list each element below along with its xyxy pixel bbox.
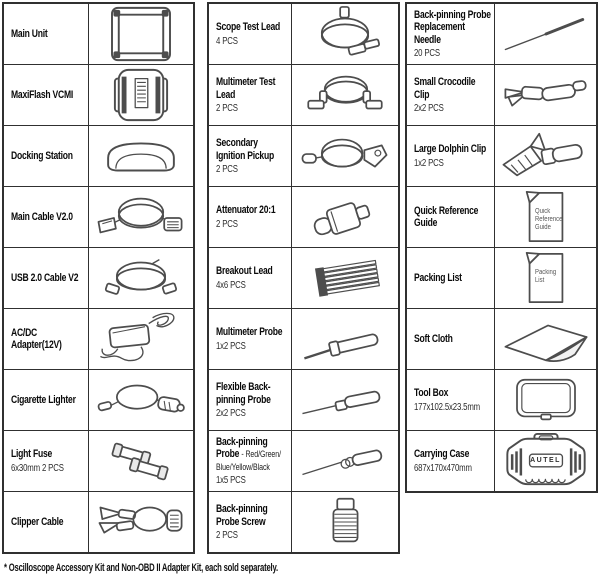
table-row <box>407 370 596 431</box>
item-label-cell <box>209 65 292 125</box>
item-quantity: 6x30mm 2 PCS <box>11 462 64 474</box>
item-illustration-cell <box>89 187 193 247</box>
item-illustration-cell <box>495 4 596 64</box>
item-illustration-cell <box>292 187 398 247</box>
attenuator-icon <box>295 188 395 246</box>
table-row <box>407 248 596 309</box>
item-label-cell <box>407 126 495 186</box>
item-name: Docking Station <box>11 149 73 162</box>
item-quantity: 4 PCS <box>216 35 238 47</box>
item-illustration-cell <box>292 65 398 125</box>
item-label-cell <box>209 370 292 430</box>
item-illustration-cell <box>89 126 193 186</box>
main-cable-icon <box>91 188 191 246</box>
table-row <box>407 187 596 248</box>
item-illustration-cell <box>292 248 398 308</box>
item-name: Back-pinning Probe Replacement Needle <box>414 8 491 46</box>
item-illustration-cell <box>495 431 596 491</box>
table-row <box>407 309 596 370</box>
item-label-cell <box>4 187 89 247</box>
table-row <box>4 65 193 126</box>
table-row <box>209 4 398 65</box>
item-quantity: 1x2 PCS <box>414 157 444 169</box>
table-row <box>407 126 596 187</box>
item-illustration-cell <box>292 309 398 369</box>
battery-clamp-cable-icon <box>91 493 191 551</box>
item-label-cell <box>209 431 292 491</box>
item-name: Breakout Lead <box>216 265 273 278</box>
breakout-lead-icon <box>295 249 395 307</box>
item-label-cell <box>209 126 292 186</box>
item-name: Multimeter Test Lead <box>216 76 276 101</box>
docking-station-icon <box>91 127 191 185</box>
item-name: Secondary Ignition Pickup <box>216 137 274 162</box>
item-name: Light Fuse <box>11 448 53 461</box>
flexible-probe-icon <box>295 371 395 429</box>
item-name: Back-pinning Probe Screw <box>216 503 268 528</box>
table-row <box>407 431 596 491</box>
item-name: Attenuator 20:1 <box>216 204 276 217</box>
multimeter-test-lead-icon <box>295 66 395 124</box>
brand-label: AUTEL <box>530 457 561 465</box>
table-row <box>4 126 193 187</box>
item-variant: - Red/Green/ Blue/Yellow/Black <box>216 449 281 472</box>
table-row <box>209 65 398 126</box>
item-illustration-cell <box>495 126 596 186</box>
fuse-icon <box>91 432 191 490</box>
item-name: Multimeter Probe <box>216 326 283 339</box>
cigarette-lighter-icon <box>91 371 191 429</box>
item-name: Back-pinning Probe <box>216 435 268 461</box>
item-label-cell <box>4 309 89 369</box>
item-label-cell <box>4 431 89 491</box>
table-row <box>407 4 596 65</box>
crocodile-clip-icon <box>496 66 596 124</box>
table-row <box>209 492 398 552</box>
item-label-cell <box>209 309 292 369</box>
item-quantity: 177x102.5x23.5mm <box>414 401 481 413</box>
doc-page-text: Quick Reference Guide <box>535 208 563 232</box>
item-quantity: 2x2 PCS <box>414 102 444 114</box>
item-illustration-cell <box>292 126 398 186</box>
accessory-table-1 <box>2 2 195 554</box>
item-name: MaxiFlash VCMI <box>11 88 74 101</box>
item-illustration-cell <box>292 492 398 552</box>
item-name: Small Crocodile Clip <box>414 76 476 101</box>
table-row <box>4 4 193 65</box>
needle-icon <box>496 5 596 63</box>
item-label-cell <box>4 126 89 186</box>
item-name: Carrying Case <box>414 448 470 461</box>
item-name: Cigarette Lighter <box>11 393 76 406</box>
item-label-cell <box>407 309 495 369</box>
table-row <box>4 370 193 431</box>
doc-page-text: Packing List <box>535 269 557 285</box>
item-illustration-cell <box>89 492 193 552</box>
table-row <box>209 309 398 370</box>
table-row <box>4 492 193 552</box>
power-adapter-icon <box>91 310 191 368</box>
item-name: Tool Box <box>414 387 449 400</box>
item-quantity: 2 PCS <box>216 163 238 175</box>
item-name: Soft Cloth <box>414 332 453 345</box>
item-name: Scope Test Lead <box>216 21 281 34</box>
item-label-cell <box>4 370 89 430</box>
item-label-cell <box>407 187 495 247</box>
item-illustration-cell <box>89 309 193 369</box>
item-name: USB 2.0 Cable V2 <box>11 271 79 284</box>
item-quantity: 2x2 PCS <box>216 407 246 419</box>
item-quantity: 2 PCS <box>216 529 238 541</box>
item-name: Quick Reference Guide <box>414 204 479 229</box>
item-label-cell <box>407 370 495 430</box>
table-row <box>4 187 193 248</box>
table-row <box>209 248 398 309</box>
item-quantity: 20 PCS <box>414 48 440 60</box>
item-name: AC/DC Adapter(12V) <box>11 326 62 351</box>
ignition-pickup-icon <box>295 127 395 185</box>
table-row <box>209 126 398 187</box>
item-illustration-cell <box>292 4 398 64</box>
item-label-cell <box>209 248 292 308</box>
item-label-cell <box>209 492 292 552</box>
item-illustration-cell <box>495 65 596 125</box>
item-illustration-cell <box>292 431 398 491</box>
item-quantity: 1x5 PCS <box>216 475 246 487</box>
item-illustration-cell <box>495 248 596 308</box>
item-label-cell <box>4 492 89 552</box>
scope-test-lead-icon <box>295 5 395 63</box>
item-name: Clipper Cable <box>11 515 64 528</box>
item-quantity: 4x6 PCS <box>216 279 246 291</box>
item-illustration-cell <box>89 431 193 491</box>
item-quantity: 2 PCS <box>216 102 238 114</box>
dolphin-clip-icon <box>496 127 596 185</box>
table-row <box>407 65 596 126</box>
maxiflash-vcmi-icon <box>91 66 191 124</box>
backpin-probe-icon <box>295 432 395 490</box>
item-illustration-cell <box>495 309 596 369</box>
usb-cable-icon <box>91 249 191 307</box>
item-quantity: 1x2 PCS <box>216 340 246 352</box>
item-label-cell <box>209 187 292 247</box>
tool-box-icon <box>496 371 596 429</box>
footnote: * Oscilloscope Accessory Kit and Non-OBD II Adapter Kit, each sold separately. <box>4 562 278 574</box>
item-label-cell <box>407 431 495 491</box>
table-row <box>4 309 193 370</box>
multimeter-probe-icon <box>295 310 395 368</box>
item-label-cell <box>407 4 495 64</box>
table-row <box>209 431 398 492</box>
item-illustration-cell <box>89 370 193 430</box>
probe-screw-icon <box>295 493 395 551</box>
item-illustration-cell <box>495 370 596 430</box>
item-illustration-cell <box>89 248 193 308</box>
item-name: Main Cable V2.0 <box>11 210 73 223</box>
accessory-table-3 <box>405 2 598 493</box>
item-quantity: 687x170x470mm <box>414 462 472 474</box>
table-row <box>4 431 193 492</box>
item-label-cell <box>4 248 89 308</box>
item-name: Packing List <box>414 271 462 284</box>
item-illustration-cell <box>495 187 596 247</box>
item-illustration-cell <box>292 370 398 430</box>
item-label-cell <box>407 65 495 125</box>
item-label-cell <box>4 4 89 64</box>
item-illustration-cell <box>89 4 193 64</box>
soft-cloth-icon <box>496 310 596 368</box>
table-row <box>209 187 398 248</box>
item-name: Main Unit <box>11 27 48 40</box>
table-row <box>209 370 398 431</box>
table-row <box>4 248 193 309</box>
item-name: Large Dolphin Clip <box>414 143 487 156</box>
item-label-cell <box>209 4 292 64</box>
accessory-table-2 <box>207 2 400 554</box>
item-quantity: 2 PCS <box>216 218 238 230</box>
item-label-cell <box>407 248 495 308</box>
item-name: Flexible Back-pinning Probe <box>216 381 271 406</box>
item-illustration-cell <box>89 65 193 125</box>
tablet-icon <box>91 5 191 63</box>
item-label-cell <box>4 65 89 125</box>
